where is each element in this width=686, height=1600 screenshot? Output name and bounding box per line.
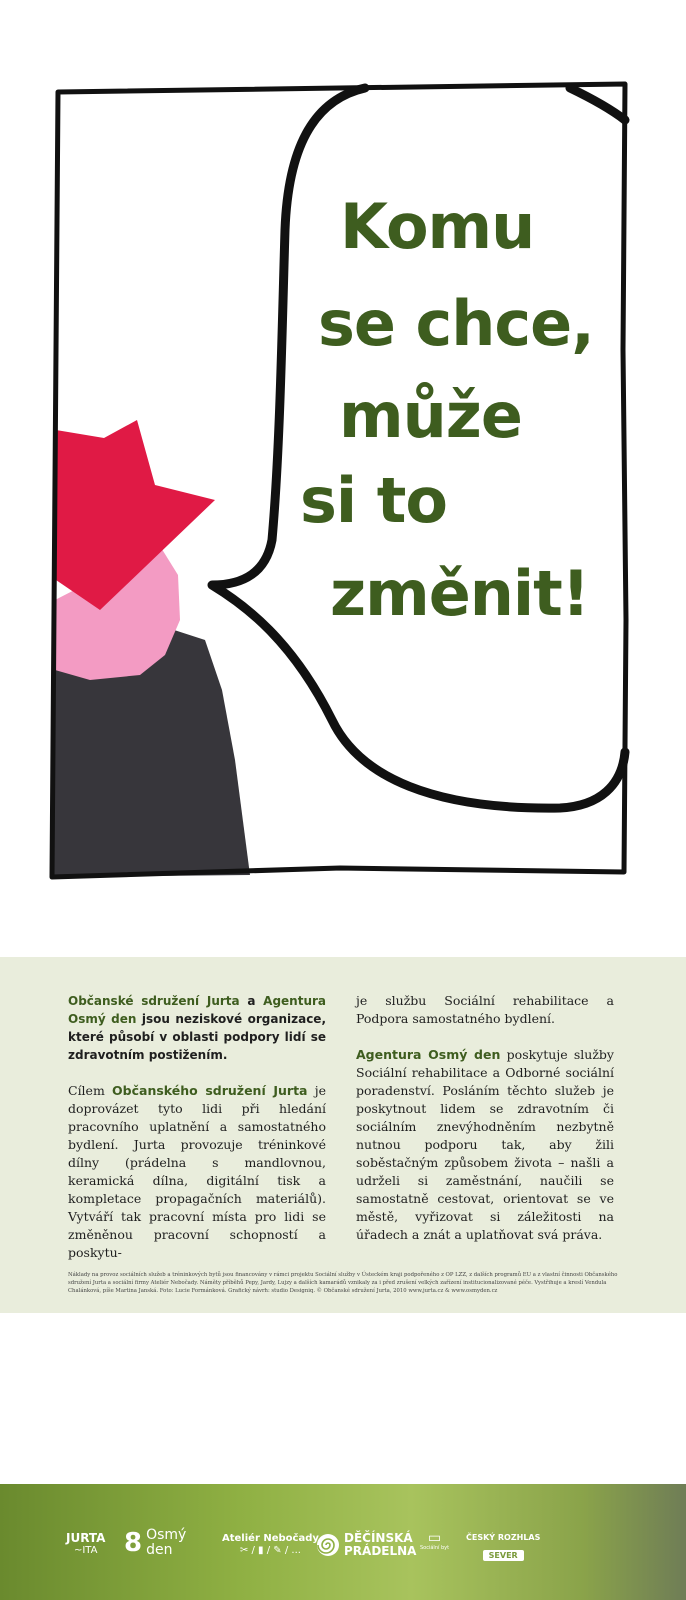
info-panel [0, 957, 686, 1313]
org-name-jurta: Občanské sdružení Jurta [68, 994, 240, 1008]
jurta-paragraph: Cílem Občanského sdružení Jurta je doprovázet tyto lidi při hledání pracovního uplatnění a samostatného bydlení. Jurta provozuje tréninkové dílny (prádelna s mandlovnou, keramická dílna, digitální tisk a kompletace propagačních materiálů). Vytváří tak pracovní místa pro lidi se změněnou pracovní schopností a poskytu- [68, 1083, 326, 1260]
sponsor-footer [0, 1484, 686, 1600]
logo-atelier-nebocady: Ateliér Nebočady ✂ / ▮ / ✎ / ... [222, 1533, 319, 1556]
logo-osmy-den: 8 Osmý den [124, 1527, 187, 1558]
logo-cesky-rozhlas-sever: ČESKÝ ROZHLAS SEVER [466, 1533, 541, 1560]
logo-decinska-pradelna: DĚČÍNSKÁ PRÁDELNA [316, 1532, 416, 1558]
slogan-line-2: se chce, [318, 287, 594, 360]
info-column-left [68, 992, 326, 1280]
org-name-osmy-den-2: Agentura Osmý den [356, 1047, 501, 1062]
slogan-line-5: změnit! [330, 557, 590, 630]
slogan-line-1: Komu [340, 190, 535, 263]
pradelna-spiral-icon [316, 1533, 340, 1557]
org-name-osmy-den: Agentura Osmý den [68, 994, 327, 1026]
osmy-den-paragraph: Agentura Osmý den poskytuje služby Sociální rehabilitace a Odborné sociální poradenství. Posláním těchto služeb je poskytnout lidem se zdravotním či sociálním znevýhodněním nezbytně nutnou podporu tak, aby žili soběstačným způsobem života – našli a udrželi si zaměstnání, naučili se samostatně cestovat, orientovat se ve městě, vyřizovat si záležitosti na úřadech a znát a uplatňovat svá práva. [356, 1047, 614, 1242]
info-column-right [356, 992, 614, 1262]
slogan-line-4: si to [300, 464, 447, 537]
org-name-jurta-genitive: Občanského sdružení Jurta [112, 1083, 308, 1098]
intro-paragraph: Občanské sdružení Jurta a Agentura Osmý den jsou neziskové organizace, které působí v oblasti podpory lidí se zdravotním postižením. [68, 994, 327, 1062]
logo-socialni-byt: ▭ Sociální byt [420, 1530, 450, 1551]
slogan-line-3: může [339, 379, 522, 452]
osmy-den-symbol-icon: 8 [124, 1528, 143, 1558]
fineprint-credits: Náklady na provoz sociálních služeb a tréninkových bytů jsou financovány v rámci projektu Sociální služby v Ústeckém kraji podpořeného z OP LZZ, z dalších programů EU a z vlastní činnosti Občanského sdružení Jurta a sociální firmy Ateliér Nebočady. Náměty příběhů Pepy, Jardy, Lujzy a dalších kamarádů vznikaly za i před zrušení velkých zařízení institucionalizované péče. Vystřihuje a kreslí Vendula Chalánková, píše Martina Janská. Foto: Lucie Formánková. Grafický návrh: studio Designiq. © Občanské sdružení Jurta, 2010 www.jurta.cz & www.osmyden.cz [68, 1272, 618, 1294]
jurta-paragraph-continued: je službu Sociální rehabilitace a Podpora samostatného bydlení. [356, 993, 614, 1026]
logo-jurta: JURTA ~ITA [66, 1531, 106, 1556]
